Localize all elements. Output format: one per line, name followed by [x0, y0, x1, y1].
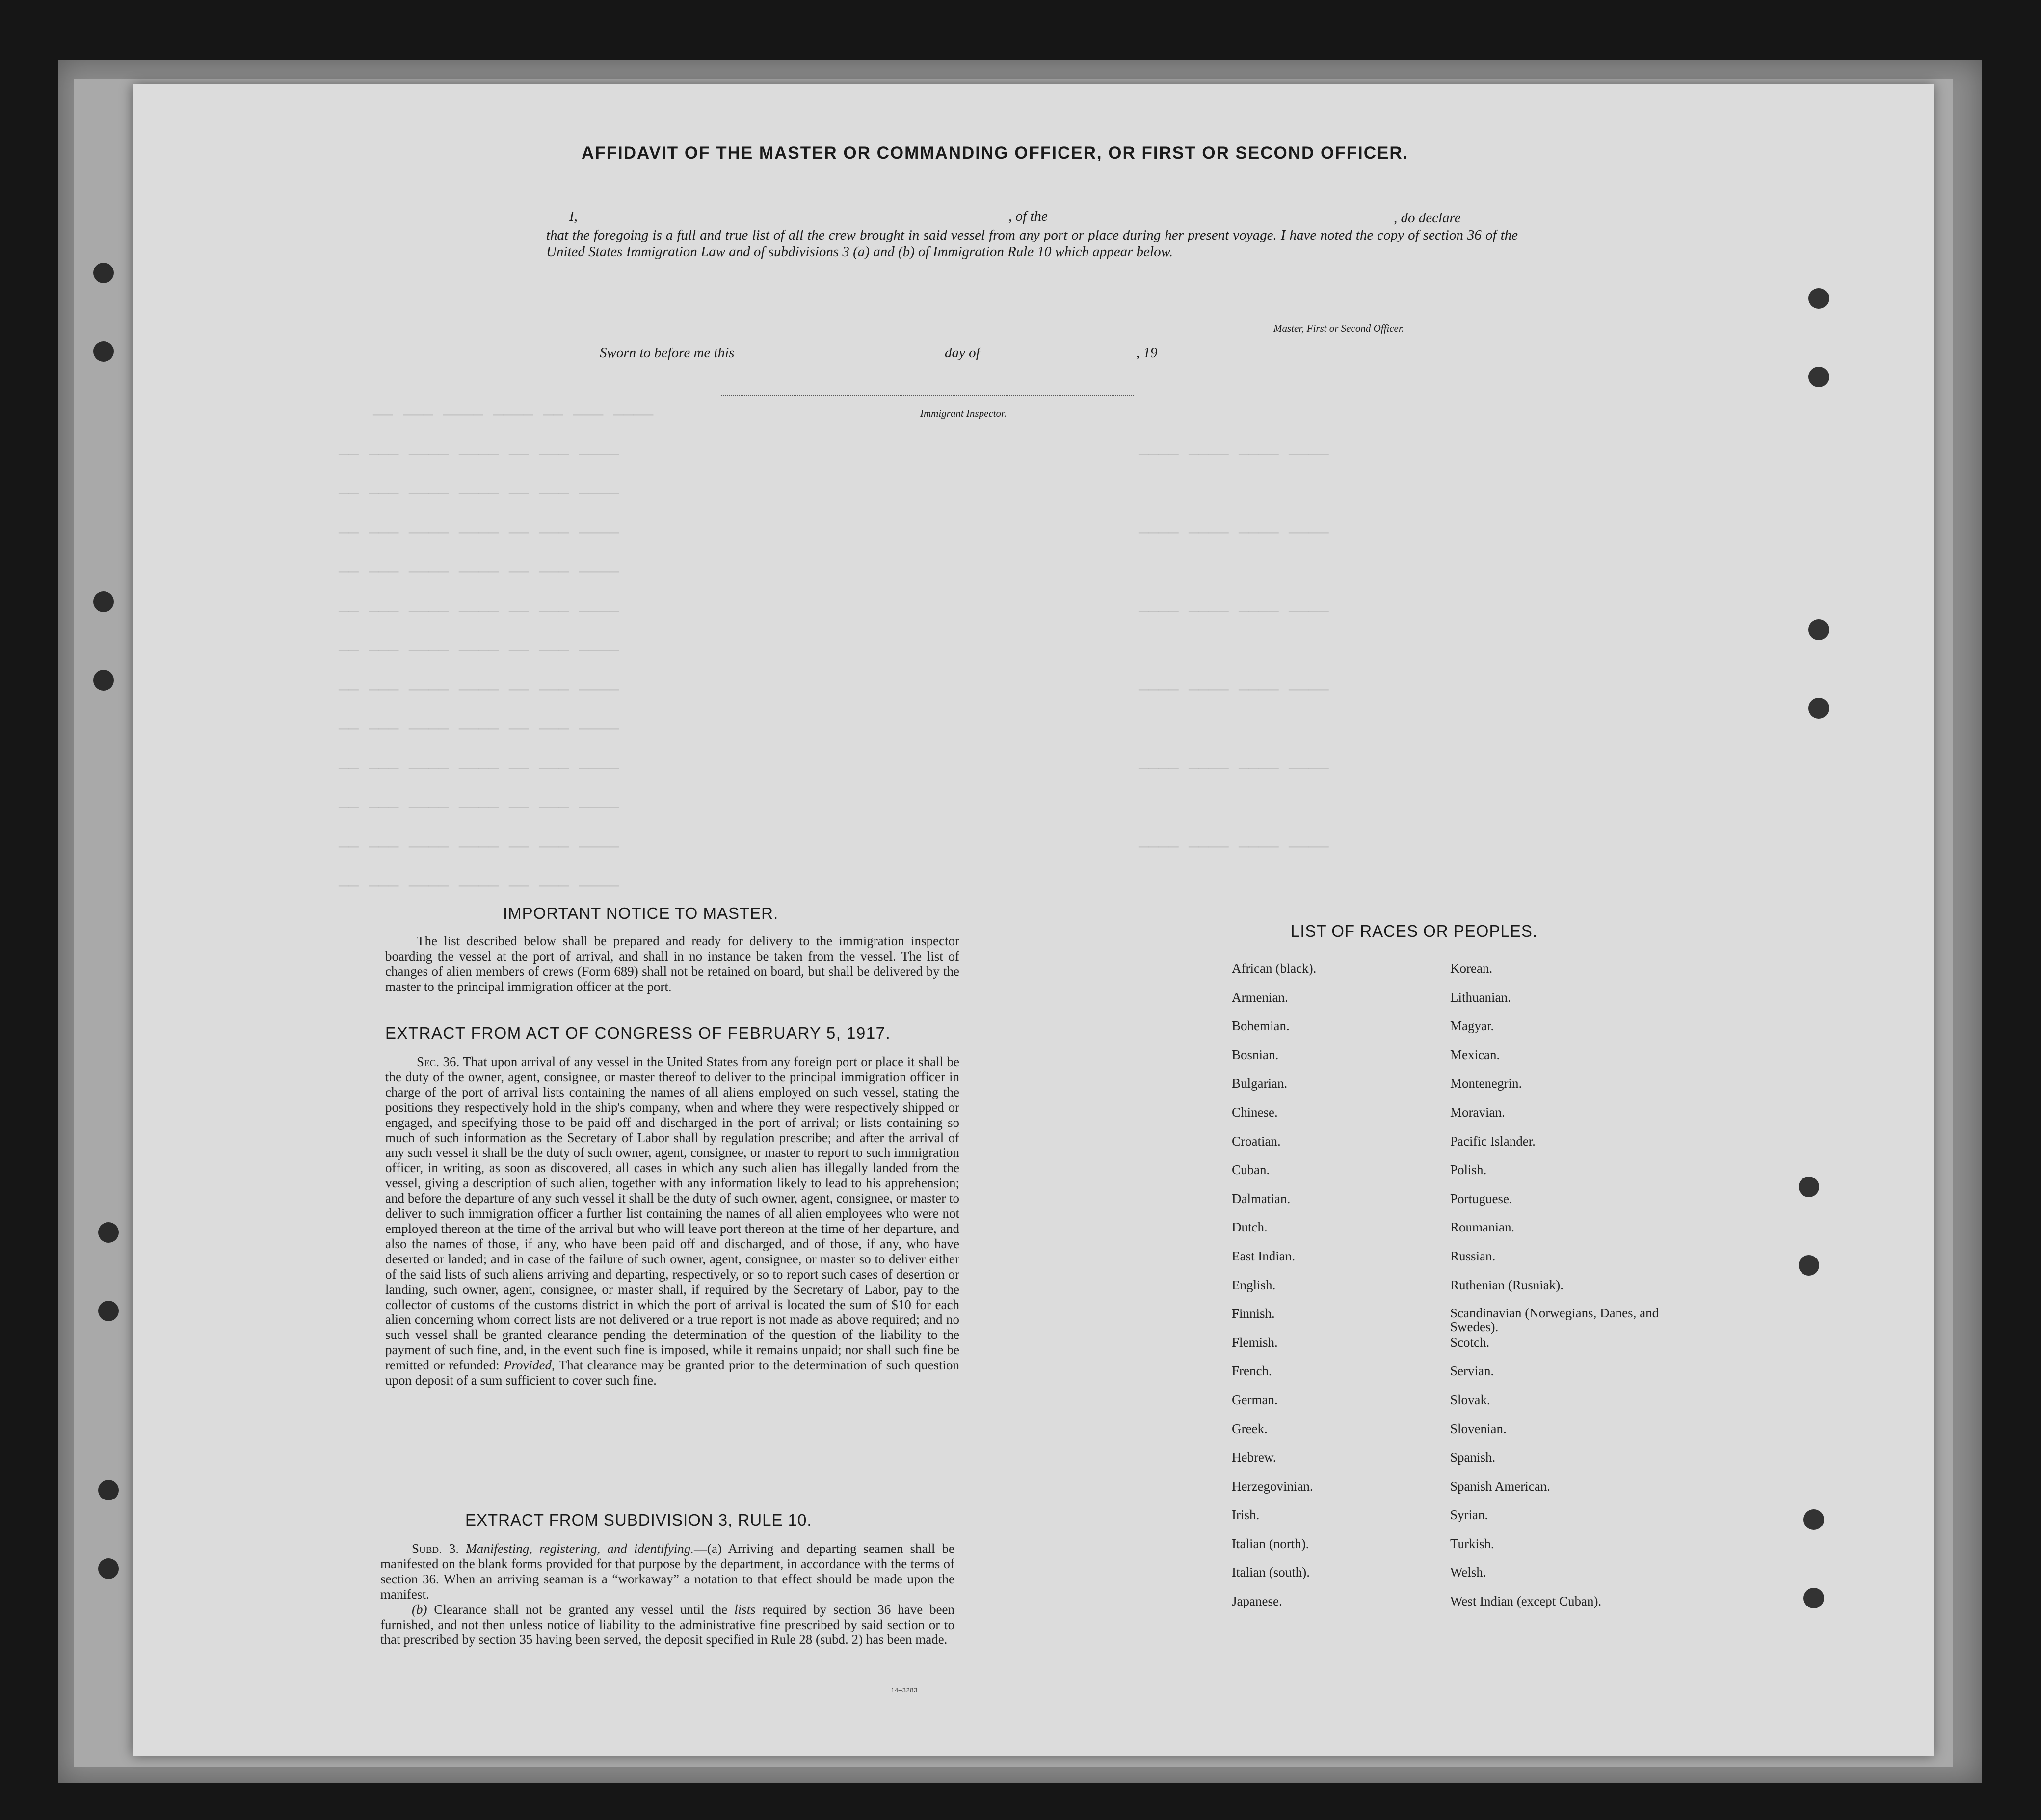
paragraph-b-text: Clearance shall not be granted any vessel until the: [434, 1602, 728, 1617]
provided-term: Provided,: [504, 1358, 555, 1373]
race-item: Hebrew.: [1232, 1450, 1276, 1465]
bleed-through-row: —— ——— ———— ———— —— ——— ————: [339, 759, 619, 778]
race-item: Mexican.: [1450, 1047, 1500, 1062]
race-item: Moravian.: [1450, 1104, 1505, 1120]
races-title: LIST OF RACES OR PEOPLES.: [1291, 922, 1538, 940]
race-item: German.: [1232, 1392, 1278, 1407]
race-item: Flemish.: [1232, 1335, 1278, 1350]
act-extract-text: [385, 1054, 959, 1388]
race-item: West Indian (except Cuban).: [1450, 1594, 1602, 1609]
affidavit-statement: that the foregoing is a full and true list of all the crew brought in said vessel from any port or place during her present voyage. I have noted the copy of section 36 of the United States Immigration Law and of subdivisions 3 (a) and (b) of Immigration Rule 10 which appear below.: [546, 227, 1518, 260]
punch-hole: [1803, 1509, 1824, 1530]
notice-text: [385, 934, 959, 994]
notice-title: IMPORTANT NOTICE TO MASTER.: [503, 904, 779, 922]
bleed-through-row: —— ——— ———— ———— —— ——— ————: [339, 681, 619, 699]
bleed-through-row: —— ——— ———— ———— —— ——— ————: [339, 563, 619, 582]
race-item: Chinese.: [1232, 1104, 1278, 1120]
vessel-of-the: , of the: [1008, 209, 1048, 224]
race-item: Korean.: [1450, 961, 1493, 976]
subdivision-label: Subd. 3.: [412, 1541, 459, 1556]
subdivision-heading: Manifesting, registering, and identifying.: [466, 1541, 694, 1556]
race-item: Bohemian.: [1232, 1018, 1290, 1034]
race-item: English.: [1232, 1277, 1276, 1292]
bleed-through-row: ———— ———— ———— ————: [1139, 524, 1329, 542]
inspector-caption: Immigrant Inspector.: [920, 407, 1007, 419]
race-item: Pacific Islander.: [1450, 1133, 1536, 1149]
race-item: Russian.: [1450, 1248, 1496, 1263]
paragraph-b-text-end: required by section 36 have been furnished, and not then unless notice of liability to the administrative fine prescribed by said section or to that prescribed by section 35 having been served, the deposit specified in Rule 28 (subd. 2) has been made.: [380, 1602, 955, 1647]
race-item: African (black).: [1232, 961, 1317, 976]
paragraph-b-label: (b): [412, 1602, 427, 1617]
race-item: Bulgarian.: [1232, 1076, 1288, 1091]
race-item: Magyar.: [1450, 1018, 1494, 1034]
race-item: Dalmatian.: [1232, 1191, 1291, 1206]
declarant-prefix: I,: [569, 209, 578, 224]
race-item: Slovenian.: [1450, 1421, 1507, 1436]
race-item: Croatian.: [1232, 1133, 1281, 1149]
bleed-through-row: —— ——— ———— ———— —— ——— ————: [339, 720, 619, 739]
bleed-through-row: —— ——— ———— ———— —— ——— ————: [339, 602, 619, 621]
bleed-through-row: —— ——— ———— ———— —— ——— ————: [339, 484, 619, 503]
punch-hole: [1808, 698, 1829, 719]
master-signature-caption: Master, First or Second Officer.: [1273, 322, 1404, 334]
punch-hole: [93, 591, 114, 612]
bleed-through-row: —— ——— ———— ———— —— ——— ————: [339, 445, 619, 464]
race-item: Scotch.: [1450, 1335, 1490, 1350]
race-item: Herzegovinian.: [1232, 1478, 1313, 1494]
races-left-column: [1232, 961, 1448, 1623]
notice-paragraph: The list described below shall be prepared and ready for delivery to the immigration inspector boarding the vessel at the port of arrival, and shall in no instance be taken from the vessel. The list of changes of alien members of crews (Form 689) shall not be retained on board, but shall be delivered by the master to the principal immigration officer at the port.: [385, 934, 959, 994]
race-item: Scandinavian (Norwegians, Danes, and Swedes).: [1450, 1306, 1659, 1335]
race-item: Portuguese.: [1450, 1191, 1512, 1206]
bleed-through-row: ———— ———— ———— ————: [1139, 445, 1329, 464]
race-item: Ruthenian (Rusniak).: [1450, 1277, 1564, 1292]
section-36-text-end: That clearance may be granted prior to the determination of such question upon deposit of a sum sufficient to cover such fine.: [385, 1358, 960, 1388]
race-item: Dutch.: [1232, 1220, 1268, 1235]
race-item: Spanish American.: [1450, 1478, 1550, 1494]
race-item: Greek.: [1232, 1421, 1268, 1436]
bleed-through-row: ———— ———— ———— ————: [1139, 681, 1329, 699]
punch-hole: [1799, 1177, 1819, 1197]
race-item: Montenegrin.: [1450, 1076, 1522, 1091]
race-item: Roumanian.: [1450, 1220, 1515, 1235]
race-item: Syrian.: [1450, 1507, 1488, 1523]
bleed-through-row: —— ——— ———— ———— —— ——— ————: [339, 838, 619, 856]
race-item: Japanese.: [1232, 1594, 1282, 1609]
do-declare: , do declare: [1394, 210, 1461, 226]
race-item: Spanish.: [1450, 1450, 1496, 1465]
bleed-through-row: —— ——— ———— ———— —— ——— ————: [373, 406, 654, 425]
bleed-through-row: —— ——— ———— ———— —— ——— ————: [339, 799, 619, 817]
punch-hole: [93, 263, 114, 283]
sworn-statement: Sworn to before me this: [600, 345, 735, 361]
race-item: Finnish.: [1232, 1306, 1275, 1321]
bleed-through-row: ———— ———— ———— ————: [1139, 838, 1329, 856]
inspector-signature-line: [721, 395, 1134, 396]
bleed-through-row: ———— ———— ———— ————: [1139, 759, 1329, 778]
punch-hole: [93, 341, 114, 362]
punch-hole: [1808, 367, 1829, 387]
day-of: day of: [945, 345, 980, 361]
punch-hole: [1808, 288, 1829, 309]
race-item: French.: [1232, 1364, 1272, 1379]
race-item: Irish.: [1232, 1507, 1260, 1523]
punch-hole: [98, 1301, 119, 1321]
lists-term: lists: [734, 1602, 756, 1617]
section-label: Sec. 36.: [417, 1054, 460, 1069]
race-item: Slovak.: [1450, 1392, 1490, 1407]
race-item: East Indian.: [1232, 1248, 1295, 1263]
punch-hole: [98, 1558, 119, 1579]
race-item: Servian.: [1450, 1364, 1494, 1379]
punch-hole: [1799, 1255, 1819, 1276]
punch-hole: [98, 1222, 119, 1243]
rule-extract-text: [380, 1541, 954, 1647]
race-item: Italian (south).: [1232, 1565, 1310, 1580]
punch-hole: [1803, 1588, 1824, 1608]
race-item: Welsh.: [1450, 1565, 1486, 1580]
race-item: Turkish.: [1450, 1536, 1494, 1551]
race-item: Lithuanian.: [1450, 990, 1511, 1005]
bleed-through-row: —— ——— ———— ———— —— ——— ————: [339, 524, 619, 542]
bleed-through-row: —— ——— ———— ———— —— ——— ————: [339, 877, 619, 896]
right-page-number: 52: [1882, 183, 1907, 207]
race-item: Polish.: [1450, 1162, 1487, 1178]
bleed-through-row: ———— ———— ———— ————: [1139, 602, 1329, 621]
year-prefix: , 19: [1136, 345, 1158, 361]
punch-hole: [93, 670, 114, 691]
race-item: Italian (north).: [1232, 1536, 1309, 1551]
races-right-column: [1450, 961, 1666, 1623]
act-extract-title: EXTRACT FROM ACT OF CONGRESS OF FEBRUARY 5, 1917.: [385, 1024, 891, 1042]
race-item: Bosnian.: [1232, 1047, 1279, 1062]
race-item: Armenian.: [1232, 990, 1288, 1005]
section-36-text: That upon arrival of any vessel in the United States from any foreign port or place it shall be the duty of the owner, agent, consignee, or master thereof to deliver to the principal immigration officer in charge of the port of arrival lists containing the names of all aliens employed on such vessel, stating the positions they respectively hold in the ship's company, when and where they were respectively shipped or engaged, and specifying those to be paid off and discharged in the port of arrival; or lists containing so much of such information as the Secretary of Labor shall by regulation prescribe; and after the arrival of any such vessel it shall be the duty of such owner, agent, consignee, or master to report to such immigration officer, in writing, as soon as discovered, all cases in which any such alien has illegally landed from the vessel, giving a description of such alien, together with any information likely to lead to his apprehension; and before the departure of any such vessel it shall be the duty of such owner, agent, consignee, or master to deliver to such immigration officer a further list containing the names of all alien employees who were not employed thereon at the time of the arrival but who will leave port thereon at the time of her departure, and also the names of those, if any, who have been paid off and discharged, and of those, if any, who have deserted or landed; and in case of the failure of such owner, agent, consignee, or master so to deliver either of the said lists of such aliens arriving and departing, respectively, or so to report such cases of desertion or landing, such owner, agent, consignee, or master shall, if required by the Secretary of Labor, pay to the collector of customs of the customs district in which the port of arrival is located the sum of $10 for each alien concerning whom correct lists are not delivered or a true report is not made as above required; and no such vessel shall be granted clearance pending the determination of the question of the liability to the payment of such fine, and, in the event such fine is imposed, while it remains unpaid; nor shall such fine be remitted or refunded:: [385, 1054, 960, 1373]
punch-hole: [1808, 619, 1829, 640]
race-item: Cuban.: [1232, 1162, 1270, 1178]
form-code: 14—3283: [891, 1687, 918, 1694]
punch-hole: [98, 1480, 119, 1500]
bleed-through-row: —— ——— ———— ———— —— ——— ————: [339, 642, 619, 660]
affidavit-title: AFFIDAVIT OF THE MASTER OR COMMANDING OFFICER, OR FIRST OR SECOND OFFICER.: [582, 143, 1409, 162]
paragraph-a: —(a) Arriving and departing seamen shall be manifested on the blank forms provided for that purpose by the department, in accordance with the terms of section 36. When an arriving seaman is a “workaway” a notation to that effect should be made upon the manifest.: [380, 1541, 954, 1602]
rule-extract-title: EXTRACT FROM SUBDIVISION 3, RULE 10.: [465, 1511, 812, 1529]
